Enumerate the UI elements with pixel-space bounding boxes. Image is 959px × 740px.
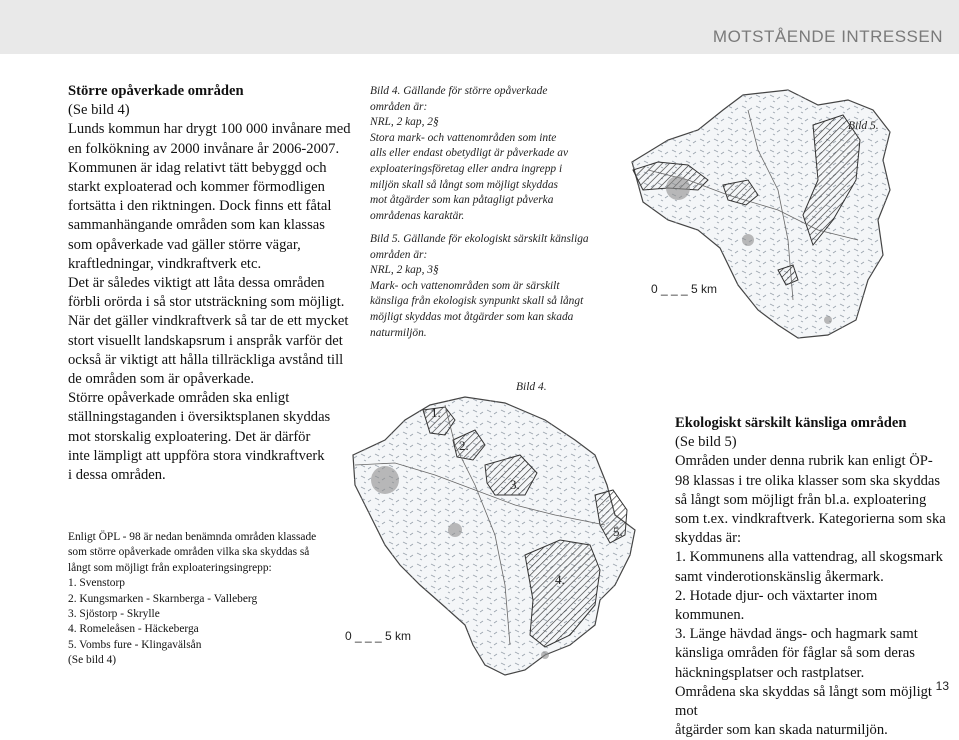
map-label-bild-4: Bild 4. (516, 381, 547, 393)
caption-line: Bild 5. Gällande för ekologiskt särskilt känsliga (370, 233, 589, 245)
list-intro: Enligt ÖPL - 98 är nedan benämnda områden klassade (68, 531, 317, 543)
section-title: MOTSTÅENDE INTRESSEN (712, 27, 943, 46)
map-label-bild-5: Bild 5. (848, 120, 879, 132)
list-item: 3. Sjöstorp - Skrylle (68, 608, 160, 621)
text-line: sammanhängande områden som kan klassas (68, 217, 325, 234)
text-line: skyddas är: (675, 530, 742, 547)
text-line: Områdena ska skyddas så långt som möjligt mot (675, 683, 932, 720)
list-item: 4. Romeleåsen - Häckeberga (68, 623, 199, 636)
section-heading: Ekologiskt särskilt känsliga områden (675, 415, 907, 431)
text-line: 1. Kommunens alla vattendrag, all skogsmark (675, 549, 943, 566)
text-line: i dessa områden. (68, 467, 166, 484)
text-line: häckningsplatser och rastplatser. (675, 664, 865, 681)
map-scale: 0 _ _ _ 5 km (345, 629, 412, 643)
area-number: 2. (459, 438, 469, 453)
caption-line: känsliga från ekologisk synpunkt skall så långt (370, 295, 584, 308)
area-number: 4. (555, 572, 565, 587)
caption-line: Stora mark- och vattenområden som inte (370, 131, 557, 144)
text-line: mot storskalig exploatering. Det är därför (68, 428, 311, 445)
map-bild-4 (345, 385, 675, 695)
list-item: 2. Kungsmarken - Skarnberga - Valleberg (68, 592, 258, 605)
text-line: samt vinderotionskänslig åkermark. (675, 568, 884, 585)
text-line: Lunds kommun har drygt 100 000 invånare med (68, 121, 351, 138)
text-line: Det är således viktigt att låta dessa områden (68, 275, 325, 292)
left-text-column (68, 82, 363, 485)
area-number: 1. (431, 405, 441, 420)
text-line: (Se bild 5) (675, 434, 737, 451)
text-line: som t.ex. vindkraftverk. Kategorierna som ska (675, 511, 946, 528)
text-line: Områden under denna rubrik kan enligt ÖP- (675, 453, 933, 470)
text-line: 3. Länge hävdad ängs- och hagmark samt (675, 626, 918, 643)
text-line: de områden som är opåverkade. (68, 371, 254, 388)
caption-line: miljön skall så långt som möjligt skyddas (370, 178, 558, 191)
text-line: känsliga områden för fåglar så som deras (675, 645, 915, 662)
text-line: ställningstaganden i översiktsplanen skyddas (68, 409, 331, 426)
area-list (68, 530, 358, 669)
caption-line: NRL, 2 kap, 3§ (370, 264, 439, 277)
text-line: inte lämpligt att uppföra stora vindkraftverk (68, 447, 325, 464)
section-heading: Större opåverkade områden (68, 83, 244, 99)
caption-bild-5 (370, 232, 635, 341)
text-line: 98 klassas i tre olika klasser som ska skyddas (675, 472, 941, 489)
area-number: 5. (613, 524, 623, 539)
list-item: 1. Svenstorp (68, 577, 125, 590)
caption-line: alls eller endast obetydligt är påverkade av (370, 147, 569, 160)
page-number: 13 (935, 679, 949, 693)
caption-line: Mark- och vattenområden som är särskilt (370, 279, 560, 292)
text-line: (Se bild 4) (68, 102, 130, 119)
caption-line: möjligt skyddas mot åtgärder som kan skada (370, 310, 574, 323)
caption-line: naturmiljön. (370, 326, 427, 339)
list-item: (Se bild 4) (68, 654, 117, 667)
text-line: åtgärder som kan skada naturmiljön. (675, 722, 888, 739)
caption-line: mot åtgärder som kan påtagligt påverka (370, 194, 554, 207)
caption-line: områdenas karaktär. (370, 209, 465, 222)
text-line: starkt exploaterad och kommer förmodligen (68, 179, 325, 196)
right-text-column (675, 414, 950, 740)
text-line: förbli orörda i så stor utsträckning som möjligt. (68, 294, 345, 311)
text-line: också är viktigt att hålla tillräckliga avstånd till (68, 351, 344, 368)
text-line: Kommunen är idag relativt tätt bebyggd och (68, 159, 327, 176)
text-line: När det gäller vindkraftverk så tar de ett mycket (68, 313, 349, 330)
list-item: 5. Vombs fure - Klingavälsån (68, 638, 202, 651)
caption-line: exploateringsföretag eller andra ingrepp i (370, 162, 563, 175)
list-intro: som större opåverkade områden vilka ska skyddas så (68, 546, 310, 559)
text-line: fortsätta i den riktningen. Dock finns ett fåtal (68, 198, 332, 215)
text-line: en folkökning av 2000 invånare år 2006-2007. (68, 140, 340, 157)
map-bild-5 (628, 70, 958, 400)
text-line: stort visuellt landskapsrum i anspråk varför det (68, 332, 343, 349)
caption-line: NRL, 2 kap, 2§ (370, 116, 439, 129)
area-number: 3. (510, 477, 520, 492)
page-header (0, 0, 959, 54)
caption-bild-4 (370, 84, 630, 224)
map-scale: 0 _ _ _ 5 km (651, 282, 718, 296)
caption-line: Bild 4. Gällande för större opåverkade (370, 85, 548, 97)
text-line: så långt som möjligt från bl.a. exploatering (675, 491, 927, 508)
text-line: kraftledningar, vindkraftverk etc. (68, 255, 262, 272)
caption-line: områden är: (370, 248, 428, 261)
list-intro: långt som möjligt från exploateringsingrepp: (68, 561, 272, 574)
caption-line: områden är: (370, 100, 428, 113)
text-line: 2. Hotade djur- och växtarter inom kommunen. (675, 587, 878, 624)
text-line: Större opåverkade områden ska enligt (68, 390, 290, 407)
text-line: som opåverkade vad gäller större vägar, (68, 236, 301, 253)
